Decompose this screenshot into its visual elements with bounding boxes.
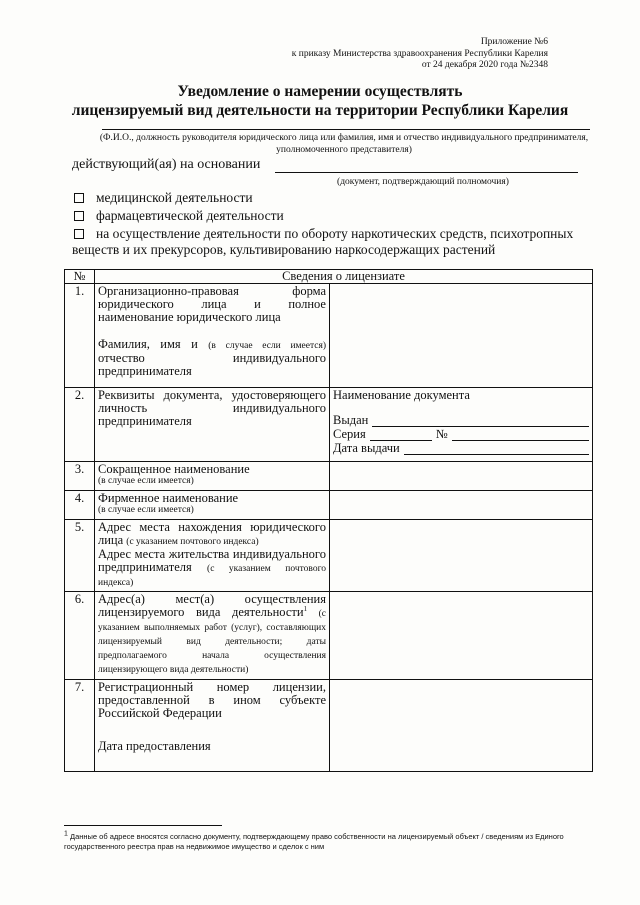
header-num: №	[65, 270, 95, 284]
row-label	[95, 462, 330, 491]
table-row	[65, 462, 593, 491]
row7-value-cell[interactable]	[330, 680, 593, 772]
row1-text1: Организационно-правовая форма юридического лица и полное наименование юридического лица	[98, 284, 326, 324]
row-num: 5.	[65, 520, 95, 592]
check-label-narcotics: на осуществление деятельности по обороту наркотических средств, психотропных веществ и их прекурсоров, культивированию наркосодержащих растений	[72, 226, 574, 257]
appendix-line-3: от 24 декабря 2020 года №2348	[421, 60, 548, 70]
row-label	[95, 491, 330, 520]
row5-value-cell[interactable]	[330, 520, 593, 592]
row7-date-label: Дата предоставления	[98, 739, 211, 753]
row2-value-cell[interactable]	[330, 388, 593, 462]
basis-note: (документ, подтверждающий полномочия)	[337, 177, 509, 187]
header-title: Сведения о лицензиате	[95, 270, 593, 284]
issue-date-field[interactable]	[404, 443, 589, 455]
row-num: 2.	[65, 388, 95, 462]
row5-text2: Адрес места жительства индивидуального предпринимателя	[98, 547, 326, 574]
row5-note1: (с указанием почтового индекса)	[126, 537, 259, 547]
table-row	[65, 520, 593, 592]
row-num: 6.	[65, 592, 95, 680]
number-field[interactable]	[452, 429, 589, 441]
fio-note: (Ф.И.О., должность руководителя юридического лица или фамилия, имя и отчество индивидуального предпринимателя, уполномоченного представителя)	[99, 133, 589, 155]
appendix-line-1: Приложение №6	[480, 37, 548, 47]
checkbox-narcotics[interactable]	[74, 229, 84, 239]
appendix-line-2: к приказу Министерства здравоохранения Республики Карелия	[291, 48, 548, 59]
licensee-info-table	[64, 269, 593, 772]
check-row-medical	[72, 190, 592, 206]
table-row	[65, 284, 593, 388]
row-label: Реквизиты документа, удостоверяющего личность индивидуального предпринимателя	[95, 388, 330, 462]
check-row-pharma	[72, 208, 592, 224]
check-row-narcotics	[72, 226, 592, 257]
row1-text2-small: (в случае если имеется)	[208, 341, 327, 351]
row3-text: Сокращенное наименование	[98, 462, 250, 476]
row-num: 4.	[65, 491, 95, 520]
row-label	[95, 284, 330, 388]
title-line-1: Уведомление о намерении осуществлять	[177, 83, 463, 100]
appendix-header	[292, 37, 548, 72]
check-label-medical: медицинской деятельности	[96, 190, 253, 205]
issued-field[interactable]	[372, 415, 589, 427]
row5-note2: (с указанием почтового индекса)	[98, 564, 326, 588]
row5-text1: Адрес места нахождения юридического лица	[98, 520, 326, 547]
row3-value-cell[interactable]	[330, 462, 593, 491]
footnote-text: Данные об адресе вносятся согласно документу, подтверждающему право собственности на лицензируемый объект / сведениям из Единого государственного реестра прав на недвижимое имущество и сделок с ним	[64, 832, 564, 851]
row-label	[95, 592, 330, 680]
row4-note: (в случае если имеется)	[98, 505, 194, 515]
row6-text: Адрес(а) мест(а) осуществления лицензируемого вида деятельности	[98, 592, 326, 619]
activity-checklist	[72, 190, 592, 260]
row-label	[95, 520, 330, 592]
series-label: Серия	[333, 427, 366, 441]
row4-value-cell[interactable]	[330, 491, 593, 520]
issue-date-label: Дата выдачи	[333, 441, 400, 455]
check-label-pharma: фармацевтической деятельности	[96, 208, 284, 223]
series-field[interactable]	[370, 429, 432, 441]
row7-text: Регистрационный номер лицензии, предоставленной в ином субъекте Российской Федерации	[98, 680, 326, 720]
row1-text2-rest: отчество индивидуального предпринимателя	[98, 351, 326, 378]
footnote-ref-marker[interactable]: 1	[303, 604, 308, 613]
number-label: №	[435, 427, 448, 441]
table-row	[65, 592, 593, 680]
table-header-row	[65, 270, 593, 284]
basis-label: действующий(ая) на основании	[72, 157, 261, 172]
title-line-2: лицензируемый вид деятельности на территории Республики Карелия	[71, 102, 569, 119]
doc-name-label: Наименование документа	[333, 388, 470, 402]
row1-text2-main: Фамилия, имя и	[98, 337, 198, 351]
row-label	[95, 680, 330, 772]
row1-value-cell[interactable]	[330, 284, 593, 388]
row6-note: (с указанием выполняемых работ (услуг), составляющих лицензируемый вид деятельности; даты предполагаемого начала осуществления лицензирующего вида деятельности)	[98, 609, 327, 675]
checkbox-pharma[interactable]	[74, 211, 84, 221]
table-row	[65, 388, 593, 462]
basis-field-line[interactable]	[275, 172, 578, 173]
row6-value-cell[interactable]	[330, 592, 593, 680]
fio-field-line[interactable]	[102, 128, 590, 130]
row-num: 3.	[65, 462, 95, 491]
checkbox-medical[interactable]	[74, 193, 84, 203]
footnote-separator	[64, 825, 222, 826]
row-num: 1.	[65, 284, 95, 388]
row1-text2	[98, 338, 326, 378]
table-row	[65, 491, 593, 520]
row4-text: Фирменное наименование	[98, 491, 239, 505]
document-title	[0, 82, 640, 120]
table-row	[65, 680, 593, 772]
row3-note: (в случае если имеется)	[98, 476, 194, 486]
row-num: 7.	[65, 680, 95, 772]
issued-label: Выдан	[333, 413, 369, 427]
footnote-number: 1	[64, 830, 68, 838]
footnote	[64, 832, 604, 851]
